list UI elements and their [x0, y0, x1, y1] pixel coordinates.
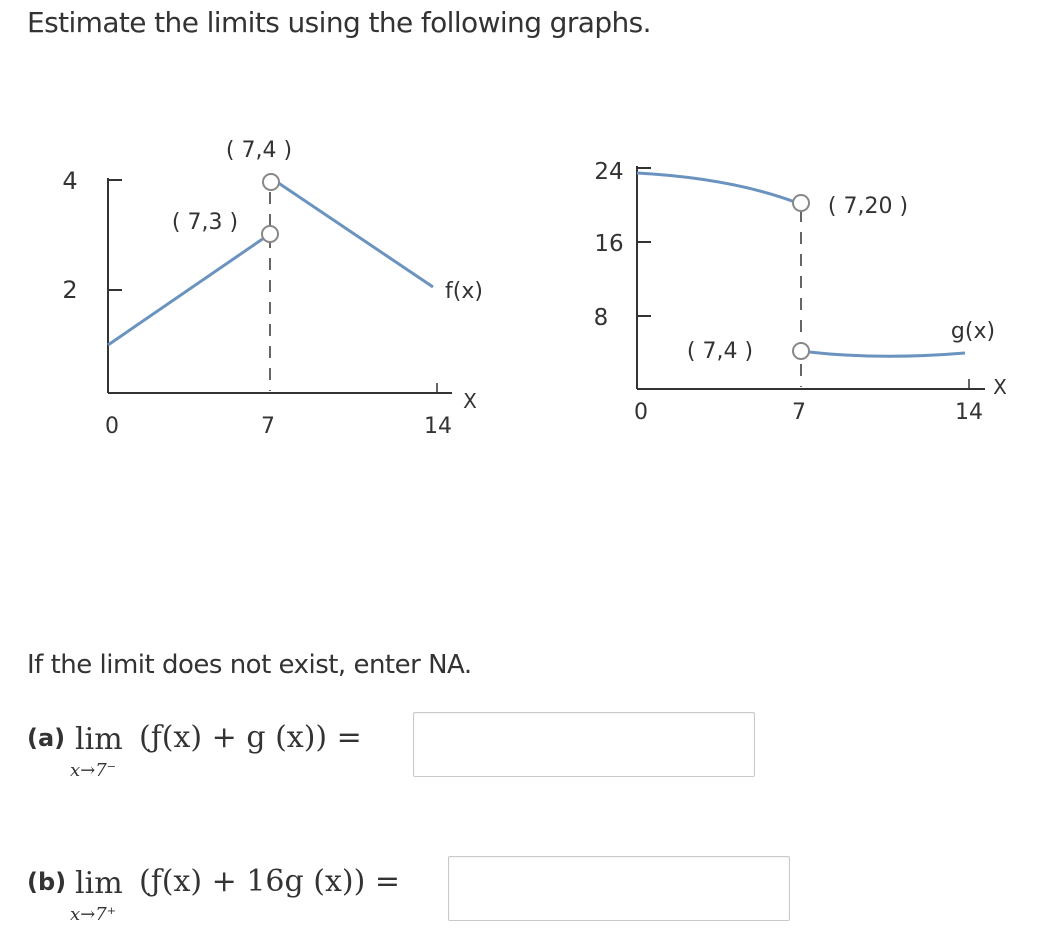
- g-function-label: g(x): [950, 319, 996, 344]
- f-open-circle-lower: [262, 226, 278, 242]
- g-left-curve: [637, 173, 795, 202]
- graph-g: [594, 159, 1007, 425]
- question-b-label: (b): [27, 868, 67, 896]
- f-x-axis-label: X: [463, 389, 477, 413]
- f-right-segment: [277, 182, 433, 287]
- f-x-tick-label-7: 7: [261, 414, 275, 439]
- g-y-tick-label-24: 24: [594, 159, 624, 185]
- limit-operator: lim: [75, 866, 123, 901]
- g-x-tick-label-0: 0: [634, 400, 648, 425]
- question-a-expression: (ƒ(x) + g (x)) =: [139, 720, 362, 755]
- question-b-limit: [70, 866, 123, 925]
- g-open-circle-lower: [793, 343, 809, 359]
- answer-b-input[interactable]: [448, 856, 790, 921]
- answer-a-input[interactable]: [413, 712, 755, 777]
- f-point-lower-label: ( 7,3 ): [171, 210, 239, 235]
- question-b-expression: (ƒ(x) + 16g (x)) =: [139, 864, 400, 899]
- limit-subscript: x→7⁺: [70, 904, 117, 925]
- f-x-tick-label-14: 14: [424, 414, 452, 439]
- g-right-curve: [809, 352, 965, 356]
- g-x-axis-label: X: [993, 375, 1007, 399]
- g-point-upper-label: ( 7,20 ): [827, 194, 909, 219]
- graph-f: [62, 138, 483, 439]
- question-a-label: (a): [27, 724, 66, 752]
- g-y-tick-label-16: 16: [594, 231, 624, 257]
- limit-operator: lim: [75, 722, 123, 757]
- instruction-text: Estimate the limits using the following graphs.: [27, 6, 651, 39]
- g-x-tick-label-14: 14: [955, 400, 983, 425]
- f-x-tick-label-0: 0: [105, 414, 119, 439]
- g-y-tick-label-8: 8: [593, 305, 609, 331]
- f-function-label: f(x): [445, 279, 483, 304]
- f-y-tick-label-2: 2: [62, 276, 78, 304]
- g-x-tick-label-7: 7: [792, 400, 806, 425]
- f-point-upper-label: ( 7,4 ): [225, 138, 293, 163]
- f-open-circle-upper: [263, 174, 279, 190]
- g-point-lower-label: ( 7,4 ): [686, 339, 754, 364]
- g-open-circle-upper: [793, 195, 809, 211]
- f-left-segment: [108, 238, 264, 345]
- limit-subscript: x→7⁻: [70, 760, 117, 781]
- question-a-limit: [70, 722, 123, 781]
- f-y-tick-label-4: 4: [62, 167, 78, 195]
- na-instruction: If the limit does not exist, enter NA.: [27, 650, 472, 680]
